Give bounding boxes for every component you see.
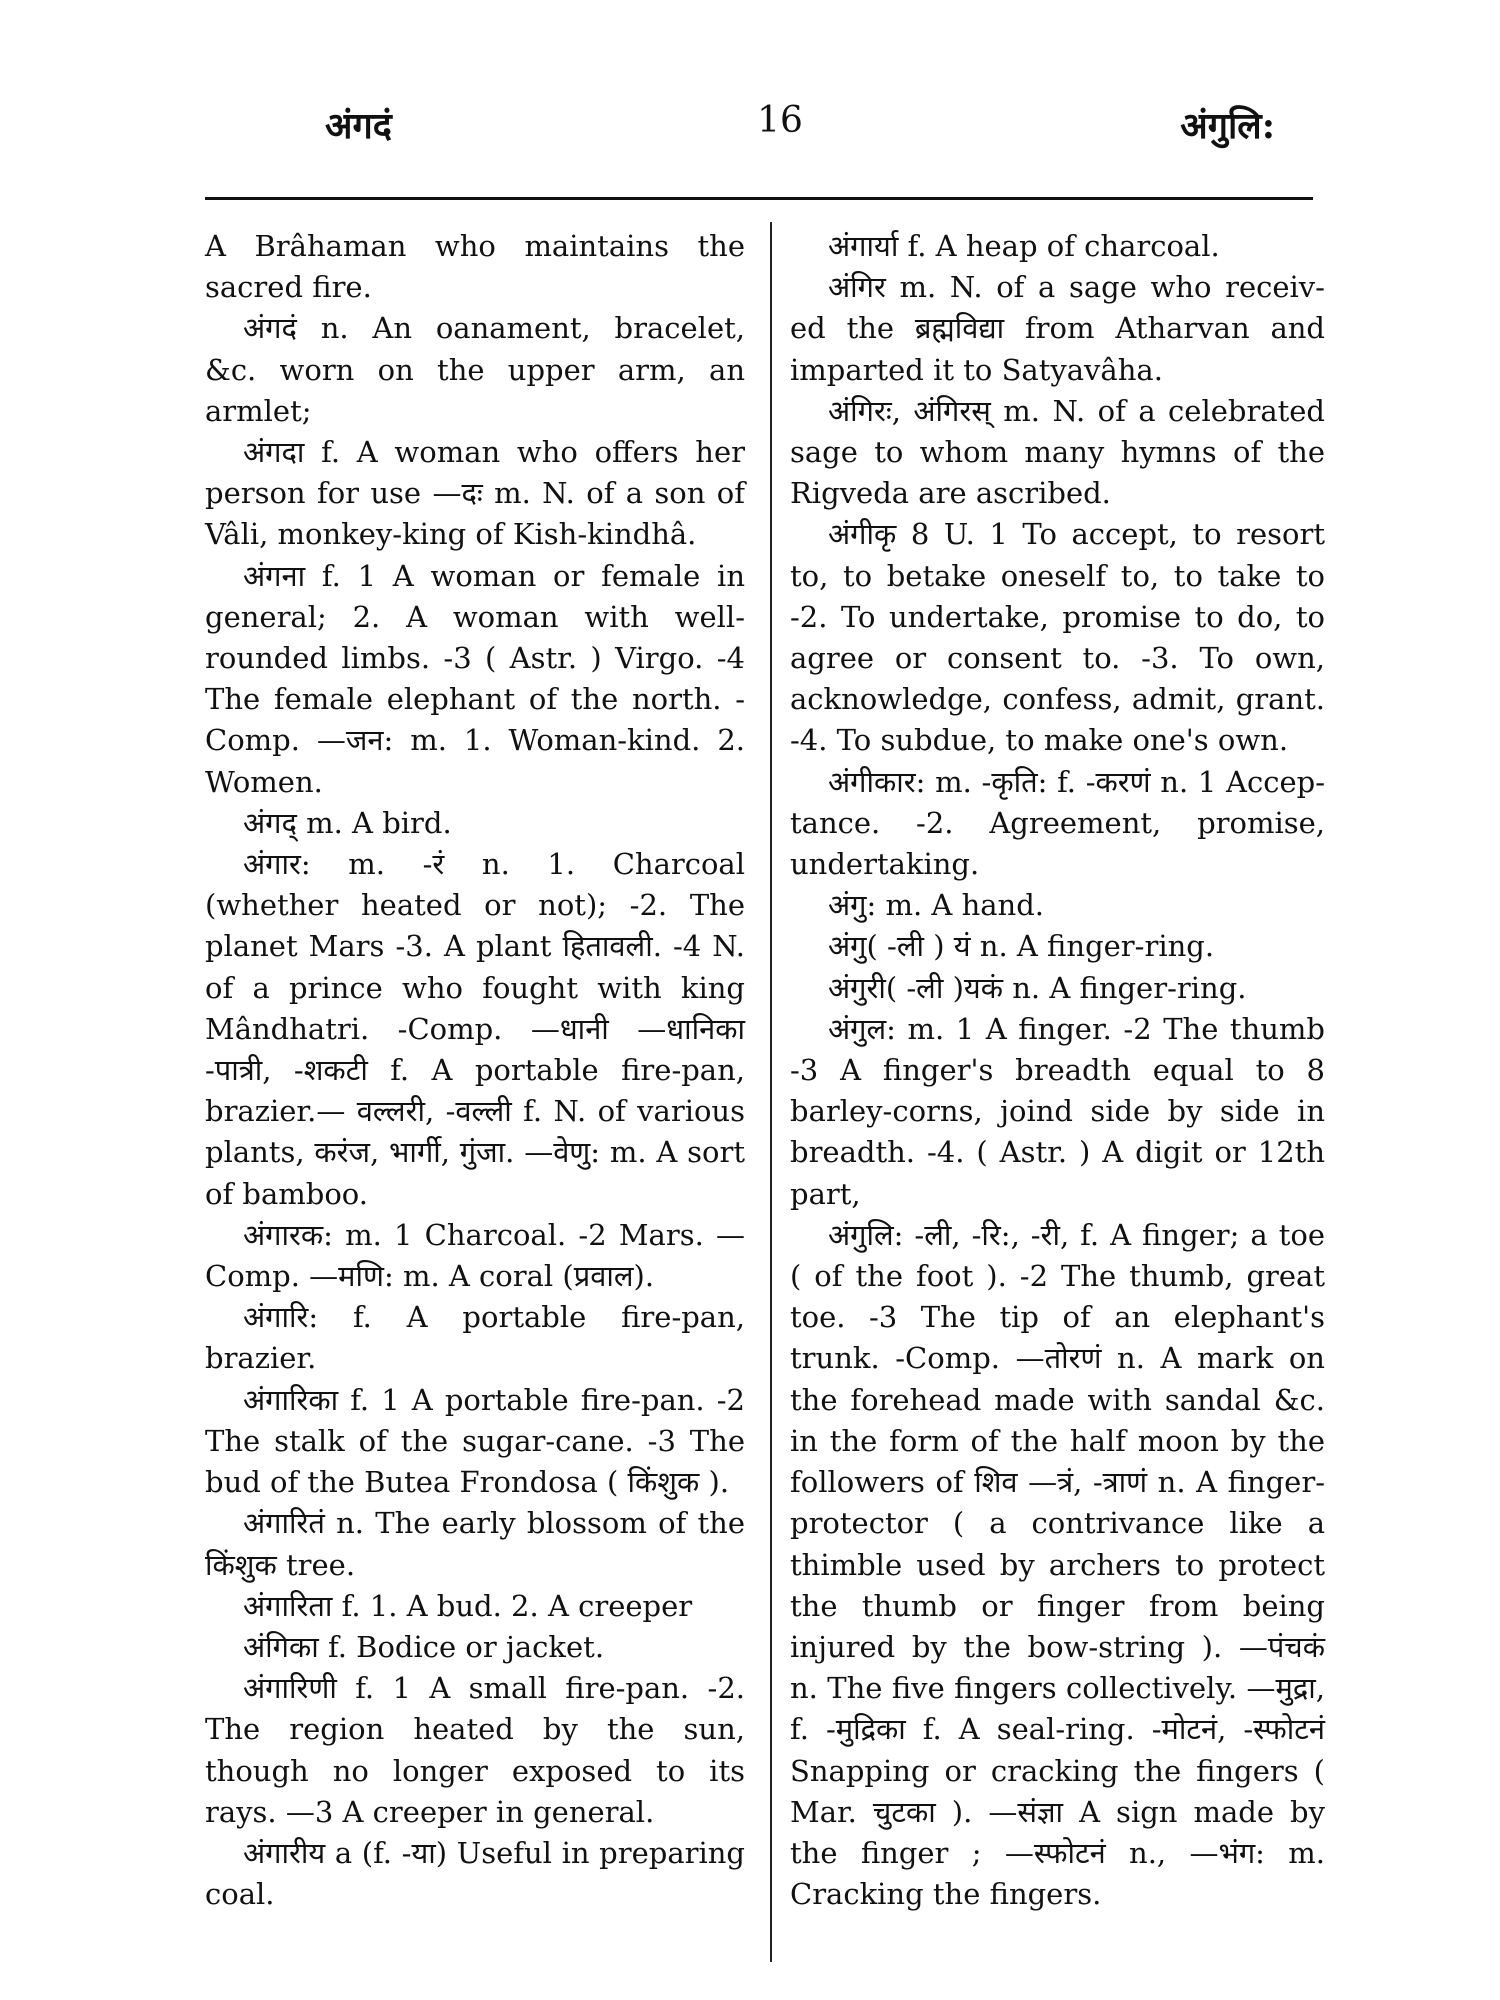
dictionary-entry: अंगद् m. A bird.	[243, 805, 452, 840]
dictionary-entry: अंगु( -ली ) यं n. A finger-ring.	[828, 929, 1215, 964]
page-header	[200, 100, 1305, 160]
dictionary-entry: अंगार: m. -रं n. 1. Charcoal (whether heated or not); -2. The planet Mars -3. A plant हितावली. -4 N. of a prince who fought with king Mândhatri. -Comp. —धानी —धानिका -पात्री, -शकटी f. A portable fire-pan, brazier.— वल्लरी, -वल्ली f. N. of various plants, करंज, भार्गी, गुंजा. —वेणु: m. A sort of bamboo.	[205, 847, 745, 1211]
dictionary-entry: अंगिर m. N. of a sage who receiv-ed the ब्रह्मविद्या from Atharvan and imparted it to Satyavâha.	[790, 270, 1325, 387]
dictionary-entry: अंगिका f. Bodice or jacket.	[243, 1629, 605, 1664]
dictionary-entry: अंगीकार: m. -कृति: f. -करणं n. 1 Accep-tance. -2. Agreement, promise, undertaking.	[790, 764, 1325, 882]
page-number: 16	[757, 100, 803, 141]
dictionary-entry: A Brâhaman who maintains the sacred fire.	[205, 229, 745, 305]
dictionary-entry: अंगु: m. A hand.	[828, 888, 1044, 923]
left-guide-word: अंगदं	[325, 105, 392, 147]
dictionary-entry: अंगिरः, अंगिरस् m. N. of a celebrated sage to whom many hymns of the Rigveda are ascribed.	[790, 393, 1325, 511]
dictionary-entry: अंगुलि: -ली, -रि:, -री, f. A finger; a toe ( of the foot ). -2 The thumb, great toe. -3 The tip of an elephant's trunk. -Comp. —तोरणं n. A mark on the forehead made with sandal &c. in the form of the half moon by the followers of शिव —त्रं, -त्राणं n. A finger-protector ( a contrivance like a thimble used by archers to protect the thumb or finger from being injured by the bow-string ). —पंचकं n. The five fingers collectively. —मुद्रा, f. -मुद्रिका f. A seal-ring. -मोटनं, -स्फोटनं Snapping or cracking the fingers ( Mar. चुटका ). —संज्ञा A sign made by the finger ; —स्फोटनं n., —भंग: m. Cracking the fingers.	[790, 1217, 1325, 1912]
column-divider	[770, 222, 772, 1962]
dictionary-entry: अंगारिणी f. 1 A small fire-pan. -2. The region heated by the sun, though no longer exposed to its rays. —3 A creeper in general.	[205, 1671, 745, 1829]
dictionary-entry: अंगारिता f. 1. A bud. 2. A creeper	[243, 1588, 693, 1623]
right-guide-word: अंगुलि:	[1180, 105, 1275, 147]
right-column	[790, 226, 1325, 1915]
dictionary-entry: अंगारिका f. 1 A portable fire-pan. -2 The stalk of the sugar-cane. -3 The bud of the Butea Frondosa ( किंशुक ).	[205, 1382, 745, 1500]
dictionary-entry: अंगीकृ 8 U. 1 To accept, to resort to, to betake oneself to, to take to -2. To undertake, promise to do, to agree or consent to. -3. To own, acknowledge, confess, admit, grant. -4. To subdue, to make one's own.	[790, 517, 1325, 758]
dictionary-entry: अंगदा f. A woman who offers her person for use —दः m. N. of a son of Vâli, monkey-king of Kish-kindhâ.	[205, 435, 745, 552]
dictionary-entry: अंगदं n. An oanament, bracelet, &c. worn on the upper arm, an armlet;	[205, 311, 745, 428]
dictionary-entry: अंगुरी( -ली )यकं n. A finger-ring.	[828, 970, 1247, 1005]
dictionary-entry: अंगारक: m. 1 Charcoal. -2 Mars. —Comp. —मणि: m. A coral (प्रवाल).	[205, 1217, 745, 1294]
dictionary-entry: अंगारितं n. The early blossom of the किंशुक tree.	[205, 1506, 745, 1582]
dictionary-entry: अंगार्या f. A heap of charcoal.	[828, 229, 1220, 263]
header-rule	[205, 197, 1313, 200]
dictionary-entry: अंगारि: f. A portable fire-pan, brazier.	[205, 1300, 745, 1376]
dictionary-entry: अंगुल: m. 1 A finger. -2 The thumb -3 A finger's breadth equal to 8 barley-corns, joind side by side in breadth. -4. ( Astr. ) A digit or 12th part,	[790, 1011, 1325, 1211]
left-column	[205, 226, 745, 1915]
dictionary-entry: अंगना f. 1 A woman or female in general; 2. A woman with well-rounded limbs. -3 ( Astr. ) Virgo. -4 The female elephant of the north. -Comp. —जन: m. 1. Woman-kind. 2. Women.	[205, 558, 745, 799]
dictionary-entry: अंगारीय a (f. -या) Useful in preparing coal.	[205, 1835, 745, 1912]
